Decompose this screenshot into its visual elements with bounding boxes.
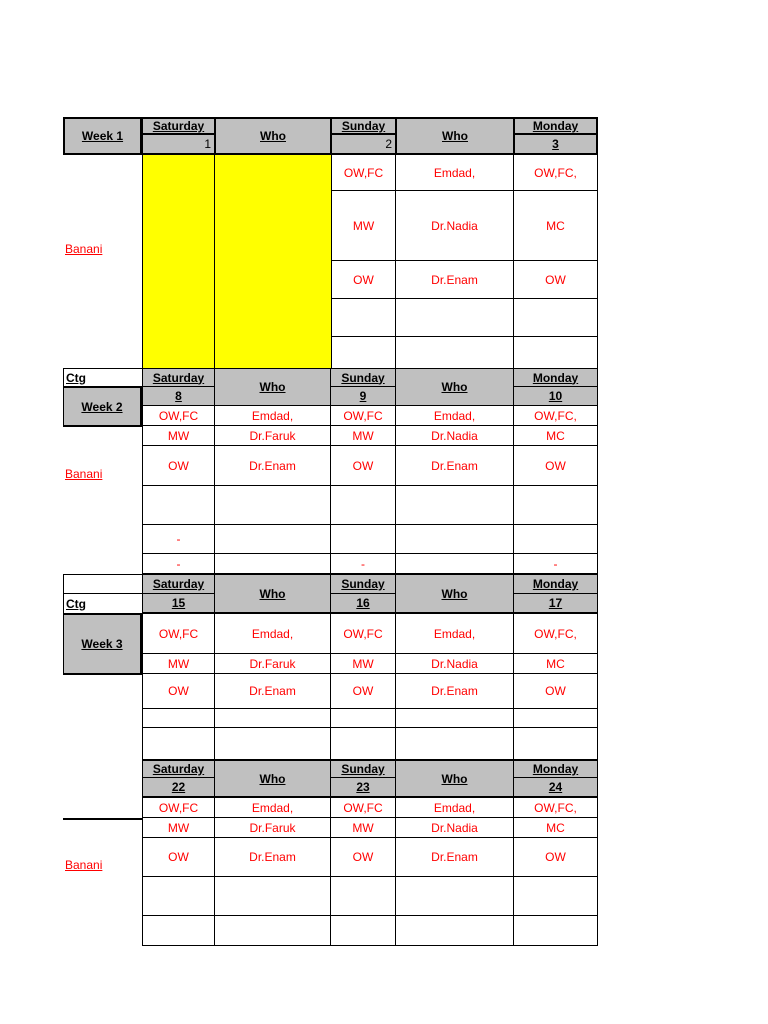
schedule-cell [396,525,514,554]
schedule-cell: OW [331,838,396,877]
schedule-cell [514,709,598,728]
week1-label: Week 1 [63,117,142,155]
schedule-cell: Dr.Enam [396,838,514,877]
schedule-cell [396,728,514,759]
schedule-cell [396,709,514,728]
schedule-cell: OW,FC, [514,614,598,654]
location-label: Banani [65,467,103,481]
schedule-cell: Dr.Enam [215,674,331,709]
schedule-cell [331,728,396,759]
schedule-cell [396,877,514,916]
monday-header: Monday [514,368,598,387]
schedule-cell: - [142,525,215,554]
location-label: Banani [65,242,103,256]
schedule-cell: MW [331,191,396,261]
schedule-cell: Dr.Enam [396,261,514,299]
divider [63,818,142,820]
schedule-cell [215,486,331,525]
monday-header: Monday [514,759,598,778]
schedule-cell: OW [142,446,215,486]
schedule-cell: Dr.Enam [215,838,331,877]
schedule-cell [142,261,215,299]
schedule-cell: OW,FC [142,798,215,818]
date-cell: 17 [514,594,598,614]
date-cell: 3 [514,134,598,155]
schedule-cell [142,191,215,261]
schedule-cell: Dr.Nadia [396,426,514,446]
date-cell: 15 [142,594,215,614]
date-cell: 23 [331,778,396,798]
schedule-cell [396,554,514,574]
schedule-cell: OW [331,446,396,486]
date-cell: 1 [142,134,215,155]
schedule-cell [331,525,396,554]
schedule-cell: MC [514,426,598,446]
schedule-cell [331,337,396,368]
schedule-cell: Dr.Nadia [396,818,514,838]
schedule-cell: Dr.Nadia [396,654,514,674]
location-label: Ctg [63,594,142,614]
schedule-cell [142,728,215,759]
schedule-cell [396,299,514,337]
location-label: Ctg [63,368,142,387]
schedule-cell [142,709,215,728]
date-cell: 8 [142,387,215,406]
schedule-cell [514,877,598,916]
schedule-cell: - [331,554,396,574]
schedule-cell [142,155,215,191]
schedule-cell: Dr.Enam [396,674,514,709]
schedule-cell [142,916,215,946]
schedule-cell: MW [142,654,215,674]
date-cell: 2 [331,134,396,155]
schedule-cell [331,709,396,728]
date-cell: 10 [514,387,598,406]
schedule-cell [514,728,598,759]
date-cell: 24 [514,778,598,798]
schedule-cell: Emdad, [396,798,514,818]
who-header: Who [396,368,514,406]
monday-header: Monday [514,117,598,134]
sunday-header: Sunday [331,574,396,594]
schedule-cell: Emdad, [396,614,514,654]
who-header: Who [215,117,331,155]
who-header: Who [396,574,514,614]
who-header: Who [396,117,514,155]
schedule-cell [215,299,331,337]
date-cell: 9 [331,387,396,406]
who-header: Who [215,368,331,406]
schedule-cell [215,728,331,759]
schedule-cell: MW [142,818,215,838]
schedule-cell: OW,FC [331,614,396,654]
schedule-cell: MW [142,426,215,446]
schedule-cell: MC [514,191,598,261]
schedule-cell [331,877,396,916]
schedule-cell: OW,FC [331,406,396,426]
schedule-cell: Emdad, [396,155,514,191]
schedule-cell [396,486,514,525]
week3-label: Week 3 [63,614,142,675]
schedule-cell [215,554,331,574]
schedule-cell [514,525,598,554]
sunday-header: Sunday [331,117,396,134]
schedule-cell [215,337,331,368]
schedule-cell [142,877,215,916]
schedule-cell [215,191,331,261]
schedule-cell: OW,FC, [514,798,598,818]
schedule-cell: MC [514,818,598,838]
date-cell: 22 [142,778,215,798]
schedule-cell: MW [331,654,396,674]
location-label: Banani [65,858,103,872]
schedule-cell [215,525,331,554]
who-header: Who [215,759,331,798]
schedule-cell [514,299,598,337]
schedule-cell [215,155,331,191]
blank-cell [63,574,142,594]
schedule-cell [514,486,598,525]
schedule-cell [215,916,331,946]
who-header: Who [396,759,514,798]
schedule-cell [215,709,331,728]
schedule-cell: Dr.Enam [396,446,514,486]
monday-header: Monday [514,574,598,594]
schedule-cell: OW [331,674,396,709]
schedule-cell: Dr.Faruk [215,426,331,446]
schedule-cell: OW [514,261,598,299]
schedule-cell: OW,FC [331,798,396,818]
schedule-cell: - [514,554,598,574]
schedule-cell: MW [331,818,396,838]
saturday-header: Saturday [142,368,215,387]
schedule-cell [215,261,331,299]
sunday-header: Sunday [331,368,396,387]
schedule-cell [514,916,598,946]
schedule-cell [331,916,396,946]
schedule-cell: OW [514,446,598,486]
schedule-cell [215,877,331,916]
date-cell: 16 [331,594,396,614]
schedule-cell [396,916,514,946]
schedule-cell: OW [142,674,215,709]
schedule-cell: OW [514,838,598,877]
schedule-cell: OW,FC [331,155,396,191]
schedule-cell: Dr.Faruk [215,818,331,838]
schedule-cell: OW,FC [142,406,215,426]
schedule-cell: Dr.Nadia [396,191,514,261]
schedule-cell: - [142,554,215,574]
schedule-cell: Emdad, [396,406,514,426]
schedule-cell [142,486,215,525]
schedule-cell [396,337,514,368]
schedule-cell [331,299,396,337]
who-header: Who [215,574,331,614]
schedule-cell: Dr.Faruk [215,654,331,674]
schedule-cell: Emdad, [215,406,331,426]
schedule-cell: OW [142,838,215,877]
schedule-cell: Emdad, [215,798,331,818]
schedule-cell: Dr.Enam [215,446,331,486]
saturday-header: Saturday [142,574,215,594]
schedule-cell [142,299,215,337]
schedule-cell: MC [514,654,598,674]
schedule-cell: OW [514,674,598,709]
saturday-header: Saturday [142,759,215,778]
schedule-cell: OW,FC, [514,155,598,191]
schedule-cell: OW,FC, [514,406,598,426]
schedule-cell [331,486,396,525]
sunday-header: Sunday [331,759,396,778]
schedule-cell: MW [331,426,396,446]
schedule-cell: OW [331,261,396,299]
week2-label: Week 2 [63,387,142,427]
schedule-cell [514,337,598,368]
schedule-cell [142,337,215,368]
schedule-cell: Emdad, [215,614,331,654]
schedule-cell: OW,FC [142,614,215,654]
saturday-header: Saturday [142,117,215,134]
